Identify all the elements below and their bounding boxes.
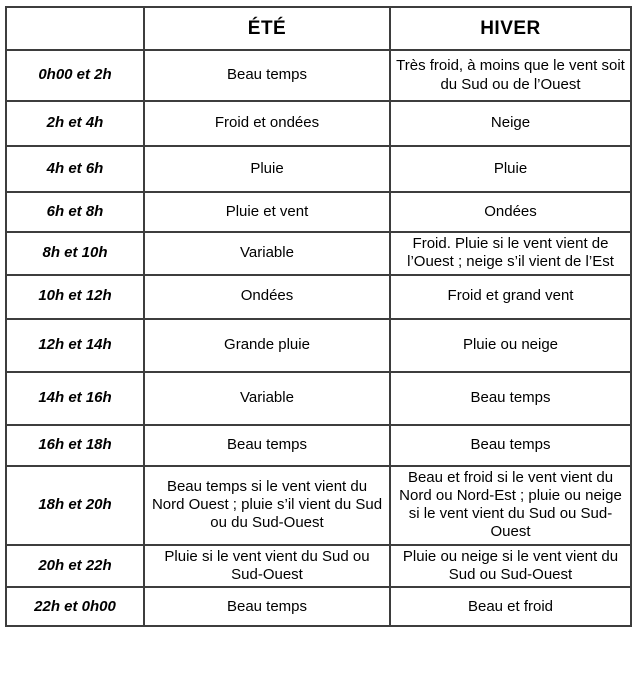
table-row	[6, 425, 631, 466]
table-row	[6, 232, 631, 275]
hiver-cell: Froid et grand vent	[390, 275, 631, 319]
hiver-cell: Beau temps	[390, 425, 631, 466]
time-range-cell: 22h et 0h00	[6, 587, 144, 626]
ete-cell: Variable	[144, 372, 390, 425]
table-row	[6, 319, 631, 372]
ete-cell: Beau temps si le vent vient du Nord Ouest ; pluie s’il vient du Sud ou du Sud-Ouest	[144, 466, 390, 545]
time-range-cell: 16h et 18h	[6, 425, 144, 466]
ete-cell: Pluie si le vent vient du Sud ou Sud-Ouest	[144, 545, 390, 588]
table-row	[6, 101, 631, 146]
time-range-cell: 10h et 12h	[6, 275, 144, 319]
table-row	[6, 192, 631, 232]
table-row	[6, 372, 631, 425]
time-range-cell: 12h et 14h	[6, 319, 144, 372]
table-row	[6, 545, 631, 588]
table-row	[6, 587, 631, 626]
ete-cell: Beau temps	[144, 587, 390, 626]
ete-cell: Pluie	[144, 146, 390, 192]
time-range-cell: 18h et 20h	[6, 466, 144, 545]
time-range-cell: 14h et 16h	[6, 372, 144, 425]
header-ete: ÉTÉ	[144, 7, 390, 50]
header-time	[6, 7, 144, 50]
ete-cell: Froid et ondées	[144, 101, 390, 146]
hiver-cell: Froid. Pluie si le vent vient de l’Ouest ; neige s’il vient de l’Est	[390, 232, 631, 275]
ete-cell: Ondées	[144, 275, 390, 319]
hiver-cell: Beau et froid	[390, 587, 631, 626]
time-range-cell: 4h et 6h	[6, 146, 144, 192]
hiver-cell: Pluie ou neige	[390, 319, 631, 372]
hiver-cell: Pluie ou neige si le vent vient du Sud ou Sud-Ouest	[390, 545, 631, 588]
ete-cell: Beau temps	[144, 425, 390, 466]
header-hiver: HIVER	[390, 7, 631, 50]
hiver-cell: Ondées	[390, 192, 631, 232]
time-range-cell: 8h et 10h	[6, 232, 144, 275]
weather-table-container	[5, 6, 632, 627]
time-range-cell: 6h et 8h	[6, 192, 144, 232]
hiver-cell: Très froid, à moins que le vent soit du Sud ou de l’Ouest	[390, 50, 631, 101]
ete-cell: Beau temps	[144, 50, 390, 101]
hiver-cell: Neige	[390, 101, 631, 146]
ete-cell: Variable	[144, 232, 390, 275]
hiver-cell: Beau et froid si le vent vient du Nord ou Nord-Est ; pluie ou neige si le vent vient du Sud ou Sud-Ouest	[390, 466, 631, 545]
header-row	[6, 7, 631, 50]
table-row	[6, 146, 631, 192]
table-row	[6, 466, 631, 545]
time-range-cell: 20h et 22h	[6, 545, 144, 588]
time-range-cell: 0h00 et 2h	[6, 50, 144, 101]
ete-cell: Grande pluie	[144, 319, 390, 372]
hiver-cell: Pluie	[390, 146, 631, 192]
table-row	[6, 275, 631, 319]
table-row	[6, 50, 631, 101]
ete-cell: Pluie et vent	[144, 192, 390, 232]
time-range-cell: 2h et 4h	[6, 101, 144, 146]
hiver-cell: Beau temps	[390, 372, 631, 425]
weather-table	[5, 6, 632, 627]
